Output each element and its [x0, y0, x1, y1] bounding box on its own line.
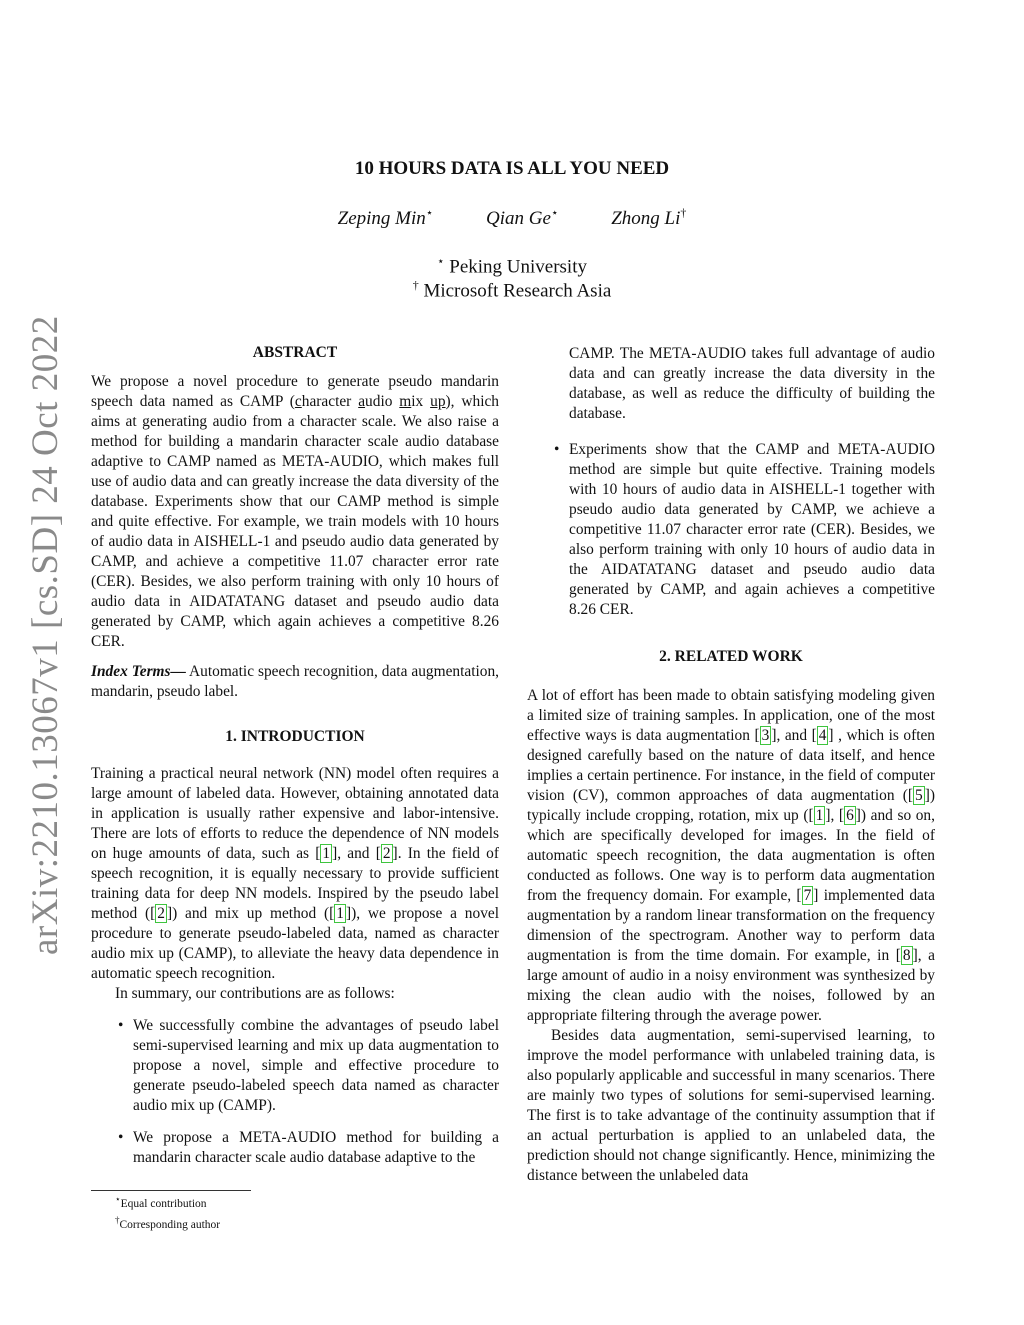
- affiliation-mark: ⋆: [436, 254, 445, 268]
- introduction-paragraph: Training a practical neural network (NN) model often requires a large amount of labeled data. However, obtaining annotated data in application is usually rather expensive and labor-intensive. There are lots of efforts to reduce the dependence of NN models on huge amounts of data, such as [ 1 ], and [ 2 ]. In the field of speech recognition, it is equally necessary to provide sufficient training data for deep NN models. Inspired by the pseudo label method ([ 2 ]) and mix up method ([ 1 ]), we propose a novel procedure to generate pseudo-labeled data, named as character audio mix up (CAMP), to alleviate the heavy data dependence in automatic speech recognition.: [91, 765, 500, 982]
- citation-link[interactable]: 2: [157, 905, 165, 922]
- affiliation-name: Microsoft Research Asia: [423, 280, 612, 302]
- list-item-continued: CAMP. The META-AUDIO takes full advantage of audio data and can greatly increase the data diversity in the database, as well as reduce the difficulty of building the database.: [569, 345, 935, 422]
- author: [611, 208, 686, 229]
- affiliation-mark: †: [412, 278, 419, 292]
- list-item: • Experiments show that the CAMP and META-AUDIO method are simple but quite effective. Training models with 10 hours of audio data in AISHELL-1 together with pseudo audio data generated by CAMP, we achieve a competitive 11.07 character error rate (CER). Besides, we also perform training with only 10 hours of audio data in the AIDATATANG dataset and pseudo audio data generated by CAMP, and again achieves a competitive 8.26 CER.: [554, 441, 935, 618]
- affiliation-name: Peking University: [449, 256, 587, 278]
- bullet-icon: •: [118, 1129, 124, 1146]
- author-list: [0, 206, 1024, 230]
- affiliation: [0, 254, 1024, 278]
- bullet-icon: •: [118, 1017, 124, 1034]
- citation-link[interactable]: 7: [803, 887, 812, 904]
- bullet-icon: •: [554, 441, 560, 458]
- author: [338, 208, 434, 229]
- citation-link[interactable]: 3: [761, 727, 770, 744]
- author-mark: †: [680, 206, 687, 220]
- index-terms: Index Terms— Automatic speech recognition, data augmentation, mandarin, pseudo label.: [91, 663, 500, 700]
- arxiv-identifier-stamp: arXiv:2210.13067v1 [cs.SD] 24 Oct 2022: [25, 315, 66, 955]
- footnote: †Corresponding author: [115, 1214, 221, 1231]
- abstract-text: We propose a novel procedure to generate pseudo mandarin speech data named as CAMP (character audio mix up), which aims at generating audio from a character scale. We also raise a method for building a mandarin character scale audio database adaptive to CAMP named as META-AUDIO, which makes full use of audio data and can greatly increase the data diversity of the database. Experiments show that our CAMP method is simple and quite effective. For example, we train models with 10 hours of audio data in AISHELL-1 and pseudo audio data generated by CAMP, and achieve a competitive 11.07 character error rate (CER). Besides, we also perform training with only 10 hours of audio data in AIDATATANG dataset and pseudo audio data generated by CAMP, which again achieves a competitive 8.26 CER.: [91, 373, 499, 650]
- citation-link[interactable]: 1: [815, 807, 824, 824]
- author-name: Qian Ge: [486, 208, 551, 230]
- affiliation: [0, 278, 1024, 302]
- list-item: • We successfully combine the advantages of pseudo label semi-supervised learning and mix up data augmentation to propose a novel, simple and effective procedure to generate pseudo-labeled speech data named as character audio mix up (CAMP).: [118, 1017, 499, 1114]
- introduction-paragraph: In summary, our contributions are as follows:: [115, 985, 395, 1002]
- footnote: ⋆Equal contribution: [115, 1194, 207, 1210]
- list-item: • We propose a META-AUDIO method for building a mandarin character scale audio database adaptive to the: [118, 1129, 499, 1166]
- citation-link[interactable]: 8: [902, 947, 911, 964]
- citation-link[interactable]: 2: [382, 845, 391, 862]
- abstract-heading: ABSTRACT: [252, 344, 338, 361]
- contribution-list: [91, 1016, 499, 1168]
- related-work-paragraph: A lot of effort has been made to obtain satisfying modeling given a limited size of training samples. In application, one of the most effective ways is data augmentation [ 3 ], and [ 4 ] , which is often designed carefully based on the nature of data itself, and hence implies a certain pertinence. For instance, in the field of computer vision (CV), common approaches of data augmentation ([ 5 ]) typically include cropping, rotation, mix up ([ 1 ], [ 6 ]) and so on, which are specifically developed for images. In the field of automatic speech recognition, the data augmentation is often conducted as follows. One way is to perform data augmentation from the frequency domain. For example, [ 7 ] implemented data augmentation by a random linear transformation on the frequency dimension of the spectrogram. Another way to perform data augmentation is from the time domain. For example, in [ 8 ], a large amount of audio in a noisy environment was synthesized by mixing the clean audio with the noises, followed by an appropriate filtering through the average power.: [527, 687, 936, 1024]
- citation-link[interactable]: 1: [336, 905, 344, 922]
- right-column: [527, 344, 935, 1186]
- index-terms-label: Index Terms—: [91, 663, 186, 680]
- citation-link[interactable]: 4: [818, 727, 827, 744]
- left-column: [91, 344, 499, 1233]
- author-mark: ⋆: [425, 206, 434, 220]
- author-mark: ⋆: [550, 206, 559, 220]
- related-work-heading: 2. RELATED WORK: [659, 648, 803, 665]
- author-name: Zeping Min: [337, 208, 426, 230]
- citation-link[interactable]: 5: [915, 787, 923, 804]
- introduction-heading: 1. INTRODUCTION: [225, 728, 365, 745]
- citation-link[interactable]: 6: [846, 807, 854, 824]
- related-work-paragraph: Besides data augmentation, semi-supervised learning, to improve the model performance with unlabeled training data, is also popularly applicable and successful in many scenarios. There are mainly two types of solutions for semi-supervised learning. The first is to take advantage of the continuity assumption that if an actual perturbation is applied to an unlabeled data, the prediction should not change significantly. Hence, minimizing the distance between the unlabeled data: [527, 1027, 935, 1184]
- author-name: Zhong Li: [611, 208, 681, 230]
- citation-link[interactable]: 1: [322, 845, 331, 862]
- paper-title: 10 HOURS DATA IS ALL YOU NEED: [354, 158, 670, 179]
- contribution-list-continued: [527, 344, 935, 620]
- author: [486, 208, 558, 229]
